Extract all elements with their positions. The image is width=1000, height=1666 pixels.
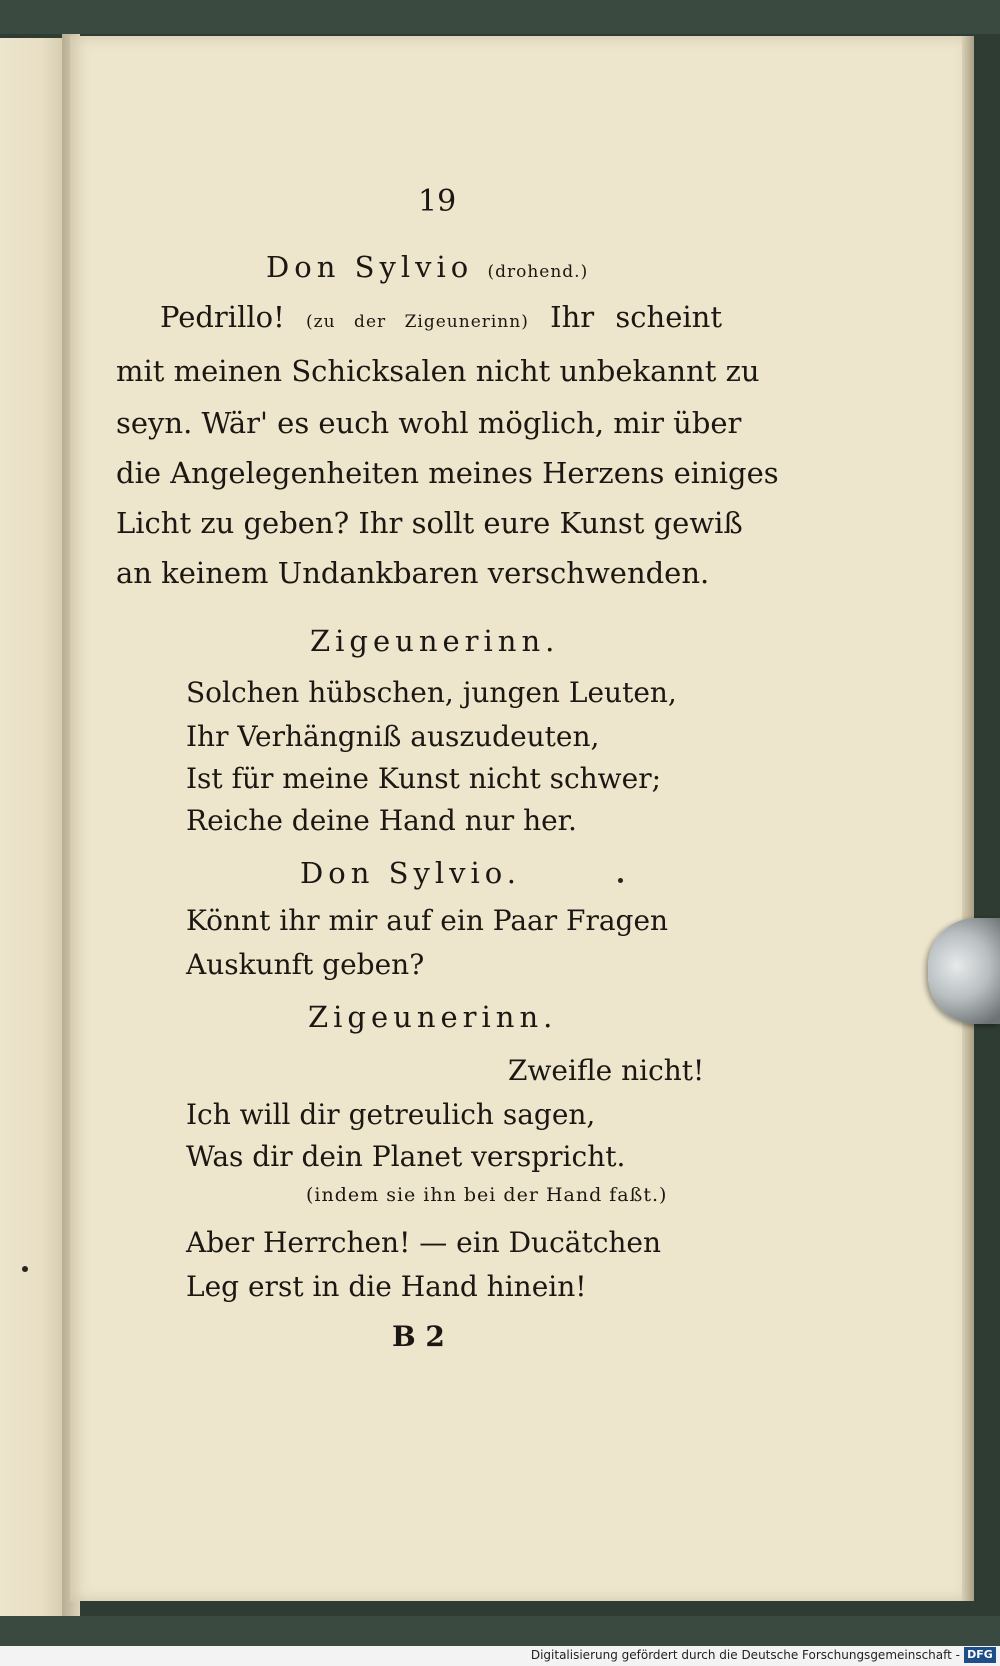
stage-direction: (indem sie ihn bei der Hand faßt.) [306, 1184, 668, 1206]
ink-speck [22, 1266, 28, 1272]
verse-line: Auskunft geben? [186, 948, 425, 981]
verse-line: Könnt ihr mir auf ein Paar Fragen [186, 904, 669, 937]
speaker-heading: Don Sylvio. [300, 856, 521, 890]
prose-line [116, 300, 722, 334]
verse-line: Zweifle nicht! [508, 1054, 705, 1087]
verse-line: Ist für meine Kunst nicht schwer; [186, 762, 662, 795]
page-fore-edge [962, 36, 974, 1601]
ink-speck [618, 878, 623, 883]
left-page-edge [0, 38, 70, 1616]
prose-line: an keinem Undankbaren verschwenden. [116, 556, 710, 590]
speaker-heading: Zigeunerinn. [308, 1000, 558, 1034]
verse-line: Aber Herrchen! — ein Ducätchen [186, 1226, 662, 1259]
stage-direction: (drohend.) [487, 262, 589, 282]
verse-line: Was dir dein Planet verspricht. [186, 1140, 626, 1173]
footer-bar [0, 1646, 1000, 1666]
prose-line: mit meinen Schicksalen nicht unbekannt zu [116, 354, 760, 388]
signature-mark: B 2 [392, 1320, 445, 1353]
prose-text: Ihr scheint [550, 300, 722, 334]
prose-line: Licht zu geben? Ihr sollt eure Kunst gewiß [116, 506, 743, 540]
speaker-heading: Zigeunerinn. [310, 624, 560, 658]
page-number: 19 [418, 184, 457, 219]
speaker-name: Don Sylvio [266, 250, 474, 284]
verse-line: Reiche deine Hand nur her. [186, 804, 577, 837]
verse-line: Ihr Verhängniß auszudeuten, [186, 720, 600, 753]
prose-line: die Angelegenheiten meines Herzens einiges [116, 456, 779, 490]
stage-direction: (zu der Zigeunerinn) [306, 312, 529, 332]
dfg-logo: DFG [964, 1647, 996, 1663]
funding-credit: Digitalisierung gefördert durch die Deutsche Forschungsgemeinschaft - [530, 1648, 960, 1662]
speaker-heading [266, 250, 588, 284]
speaker-address: Pedrillo! [160, 300, 285, 334]
verse-line: Solchen hübschen, jungen Leuten, [186, 676, 677, 709]
prose-line: seyn. Wär' es euch wohl möglich, mir über [116, 406, 742, 440]
verse-line: Leg erst in die Hand hinein! [186, 1270, 587, 1303]
verse-line: Ich will dir getreulich sagen, [186, 1098, 596, 1131]
